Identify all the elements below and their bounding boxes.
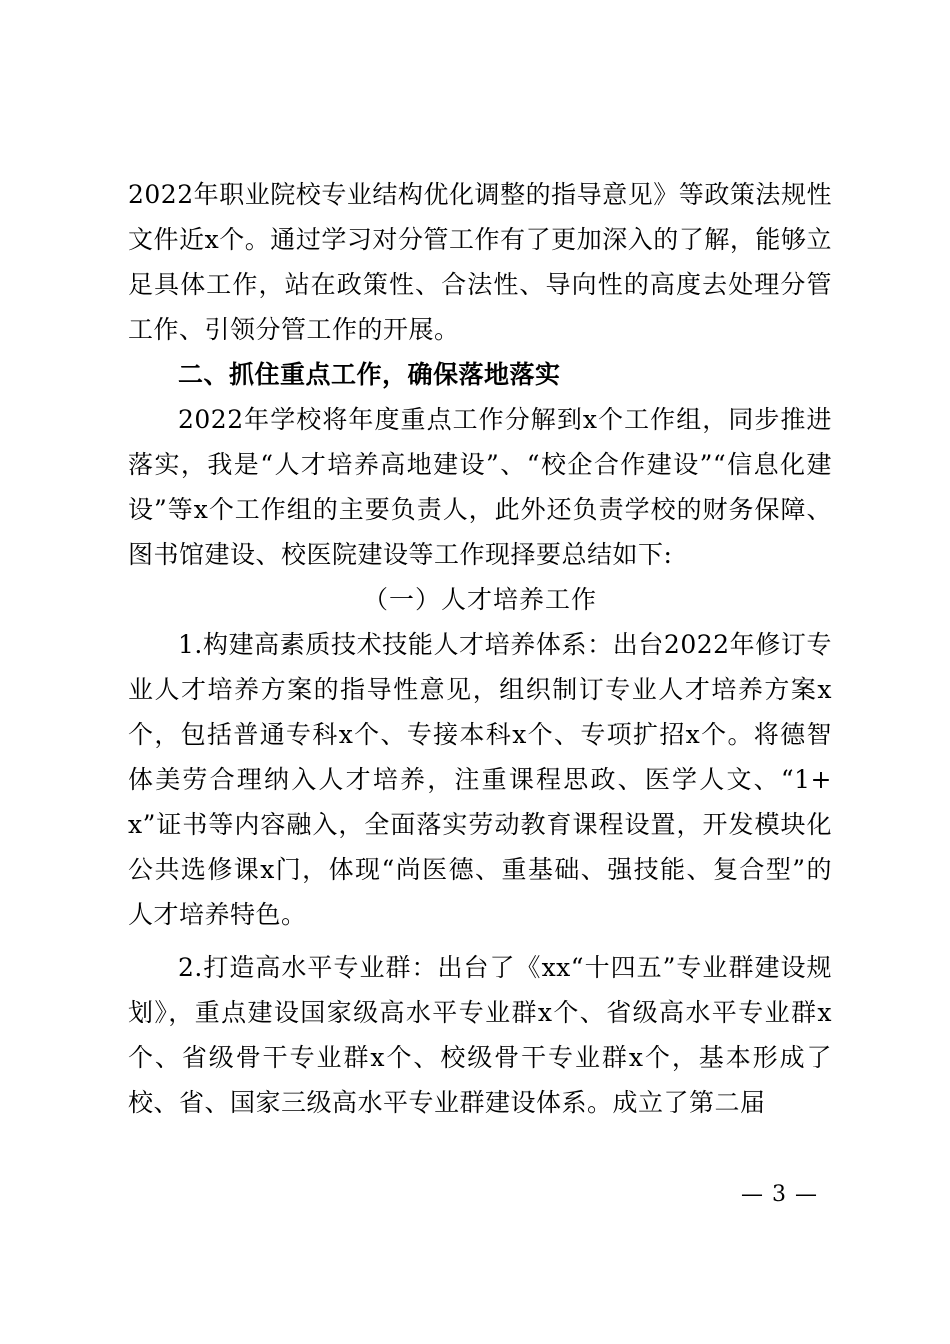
page-number: — 3 — [741,1182,818,1207]
paragraph-continued: 2022年职业院校专业结构优化调整的指导意见》等政策法规性文件近x个。通过学习对分管工作有了更加深入的了解，能够立足具体工作，站在政策性、合法性、导向性的高度去处理分管工作、引领分管工作的开展。 [128,180,832,344]
document-body [128,172,832,1125]
item-2-paragraph: 2.打造高水平专业群：出台了《xx“十四五”专业群建设规划》，重点建设国家级高水平专业群x个、省级高水平专业群x个、省级骨干专业群x个、校级骨干专业群x个，基本形成了校、省、国家三级高水平专业群建设体系。成立了第二届 [128,953,832,1117]
subsection-heading: （一）人才培养工作 [362,585,597,614]
section-intro-paragraph: 2022年学校将年度重点工作分解到x个工作组，同步推进落实，我是“人才培养高地建设”、“校企合作建设”“信息化建设”等x个工作组的主要负责人，此外还负责学校的财务保障、图书馆建设、校医院建设等工作现择要总结如下: [128,405,832,569]
section-heading: 二、抓住重点工作，确保落地落实 [178,360,561,389]
item-1-paragraph: 1.构建高素质技术技能人才培养体系：出台2022年修订专业人才培养方案的指导性意见，组织制订专业人才培养方案x个，包括普通专科x个、专接本科x个、专项扩招x个。将德智体美劳合理纳入人才培养，注重课程思政、医学人文、“1+x”证书等内容融入，全面落实劳动教育课程设置，开发模块化公共选修课x门，体现“尚医德、重基础、强技能、复合型”的人才培养特色。 [128,630,832,929]
